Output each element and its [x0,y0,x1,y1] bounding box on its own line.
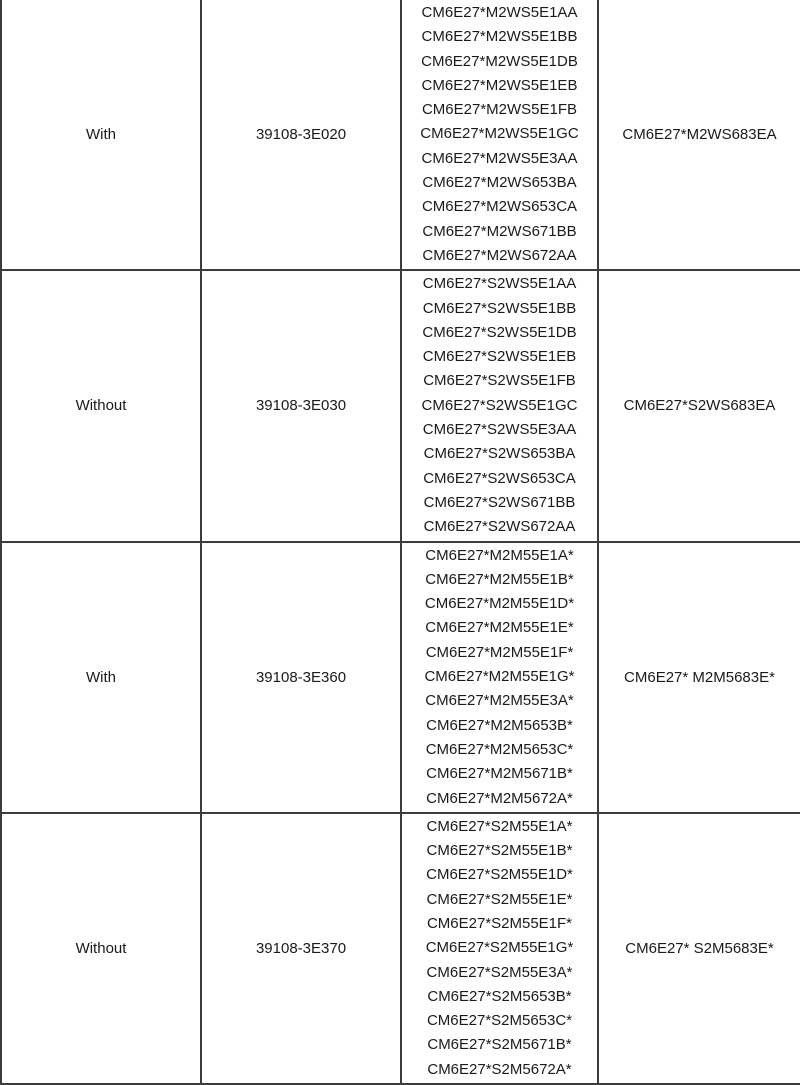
model-code: CM6E27*M2WS5E1GC [420,125,579,143]
model-code: CM6E27*M2WS5E1EB [421,76,578,94]
model-list [402,0,597,269]
model-code: CM6E27*M2WS5E1FB [421,101,578,119]
model-code: CM6E27*M2WS653BA [422,174,577,192]
alt-model-cell [598,270,800,541]
model-list-cell [401,270,598,541]
model-code: CM6E27*M2M5672A* [426,789,573,807]
model-code: CM6E27*M2M55E1B* [425,570,574,588]
model-code: CM6E27*S2M55E1D* [426,866,573,884]
model-code: CM6E27*S2M5653C* [426,1012,573,1030]
model-code: CM6E27*S2WS653BA [423,445,576,463]
option-cell [1,0,201,270]
model-code: CM6E27*S2M55E3A* [426,963,573,981]
model-code: CM6E27*M2M55E1G* [424,668,575,686]
option-text: Without [75,397,127,415]
part-number-text: 39108-3E030 [255,397,347,415]
model-list [402,543,597,812]
table-row [1,813,800,1084]
model-code: CM6E27*S2WS5E1AA [422,275,577,293]
parts-table-body [1,0,800,1084]
part-number-text: 39108-3E360 [255,668,347,686]
model-code: CM6E27*S2WS653CA [423,469,576,487]
alt-model-text: CM6E27* M2M5683E* [624,668,775,686]
model-list [402,271,597,540]
table-row [1,270,800,541]
part-number-cell [201,270,401,541]
option-text: Without [75,939,127,957]
model-list-cell [401,0,598,270]
model-code: CM6E27*M2WS5E1DB [421,52,578,70]
alt-model-text: CM6E27* S2M5683E* [625,939,774,957]
model-code: CM6E27*S2WS5E1GC [421,396,578,414]
model-list-cell [401,813,598,1084]
model-code: CM6E27*S2WS672AA [423,518,576,536]
part-number-text: 39108-3E020 [255,126,347,144]
model-code: CM6E27*M2M55E1E* [425,619,574,637]
alt-model-cell [598,813,800,1084]
model-code: CM6E27*M2M5653B* [426,716,573,734]
model-code: CM6E27*M2WS672AA [422,246,577,264]
model-code: CM6E27*M2M55E1F* [425,643,574,661]
model-code: CM6E27*M2WS5E3AA [421,149,578,167]
option-cell [1,270,201,541]
model-code: CM6E27*S2WS5E1FB [423,372,576,390]
model-code: CM6E27*M2M55E1A* [425,546,574,564]
model-code: CM6E27*M2M55E3A* [425,692,574,710]
model-code: CM6E27*S2M5653B* [427,987,572,1005]
part-number-cell [201,813,401,1084]
model-code: CM6E27*M2M5653C* [425,740,574,758]
model-code: CM6E27*M2WS5E1AA [421,4,578,21]
model-code: CM6E27*M2WS5E1BB [421,28,578,46]
alt-model-cell [598,0,800,270]
alt-model-cell [598,542,800,813]
model-code: CM6E27*M2M55E1D* [424,595,575,613]
part-number-cell [201,542,401,813]
model-code: CM6E27*S2M55E1A* [426,817,573,835]
option-text: With [86,126,116,144]
model-code: CM6E27*S2WS5E1EB [422,348,577,366]
model-code: CM6E27*S2M55E1F* [426,914,573,932]
model-code: CM6E27*M2WS671BB [422,222,577,240]
model-list [402,814,597,1083]
model-code: CM6E27*S2M55E1B* [426,842,573,860]
model-code: CM6E27*S2M55E1G* [425,939,574,957]
model-code: CM6E27*S2WS5E3AA [422,421,577,439]
model-code: CM6E27*S2M5671B* [427,1036,572,1054]
part-number-cell [201,0,401,270]
option-cell [1,542,201,813]
model-code: CM6E27*S2M5672A* [427,1060,572,1078]
option-cell [1,813,201,1084]
model-code: CM6E27*S2M55E1E* [426,890,573,908]
option-text: With [86,668,116,686]
model-code: CM6E27*S2WS5E1DB [422,323,577,341]
model-code: CM6E27*S2WS5E1BB [422,299,577,317]
model-list-cell [401,542,598,813]
model-code: CM6E27*M2M5671B* [426,765,573,783]
part-number-text: 39108-3E370 [255,939,347,957]
table-row [1,542,800,813]
model-code: CM6E27*S2WS671BB [423,493,576,511]
table-row [1,0,800,270]
alt-model-text: CM6E27*S2WS683EA [623,397,776,415]
model-code: CM6E27*M2WS653CA [421,198,578,216]
alt-model-text: CM6E27*M2WS683EA [622,126,777,144]
